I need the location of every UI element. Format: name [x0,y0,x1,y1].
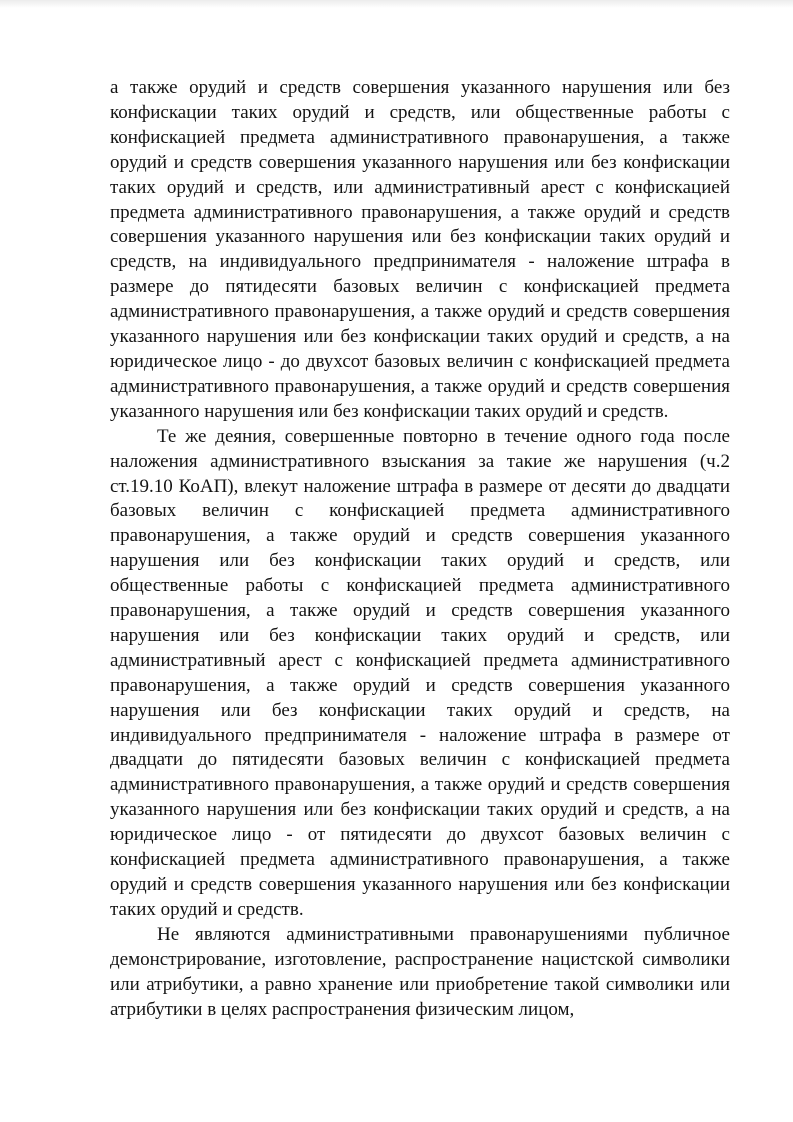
document-body [110,76,730,1022]
paragraph-repeat-offense: Те же деяния, совершенные повторно в течение одного года после наложения административного взыскания за такие же нарушения (ч.2 ст.19.10 КоАП), влекут наложение штрафа в размере от десяти до двадцати базовых величин с конфискацией предмета административного правонарушения, а также орудий и средств совершения указанного нарушения или без конфискации таких орудий и средств, или общественные работы с конфискацией предмета административного правонарушения, а также орудий и средств совершения указанного нарушения или без конфискации таких орудий и средств, или административный арест с конфискацией предмета административного правонарушения, а также орудий и средств совершения указанного нарушения или без конфискации таких орудий и средств, на индивидуального предпринимателя - наложение штрафа в размере от двадцати до пятидесяти базовых величин с конфискацией предмета административного правонарушения, а также орудий и средств совершения указанного нарушения или без конфискации таких орудий и средств, а на юридическое лицо - от пятидесяти до двухсот базовых величин с конфискацией предмета административного правонарушения, а также орудий и средств совершения указанного нарушения или без конфискации таких орудий и средств. [110,425,730,920]
scan-edge [0,0,793,8]
paragraph-exceptions: Не являются административными правонарушениями публичное демонстрирование, изготовление, распространение нацистской символики или атрибутики, а равно хранение или приобретение такой символики или атрибутики в целях распространения физическим лицом, [110,923,730,1020]
paragraph-continuation: а также орудий и средств совершения указанного нарушения или без конфискации таких орудий и средств, или общественные работы с конфискацией предмета административного правонарушения, а также орудий и средств совершения указанного нарушения или без конфискации таких орудий и средств, или административный арест с конфискацией предмета административного правонарушения, а также орудий и средств совершения указанного нарушения или без конфискации таких орудий и средств, на индивидуального предпринимателя - наложение штрафа в размере до пятидесяти базовых величин с конфискацией предмета административного правонарушения, а также орудий и средств совершения указанного нарушения или без конфискации таких орудий и средств, а на юридическое лицо - до двухсот базовых величин с конфискацией предмета административного правонарушения, а также орудий и средств совершения указанного нарушения или без конфискации таких орудий и средств. [110,77,730,422]
